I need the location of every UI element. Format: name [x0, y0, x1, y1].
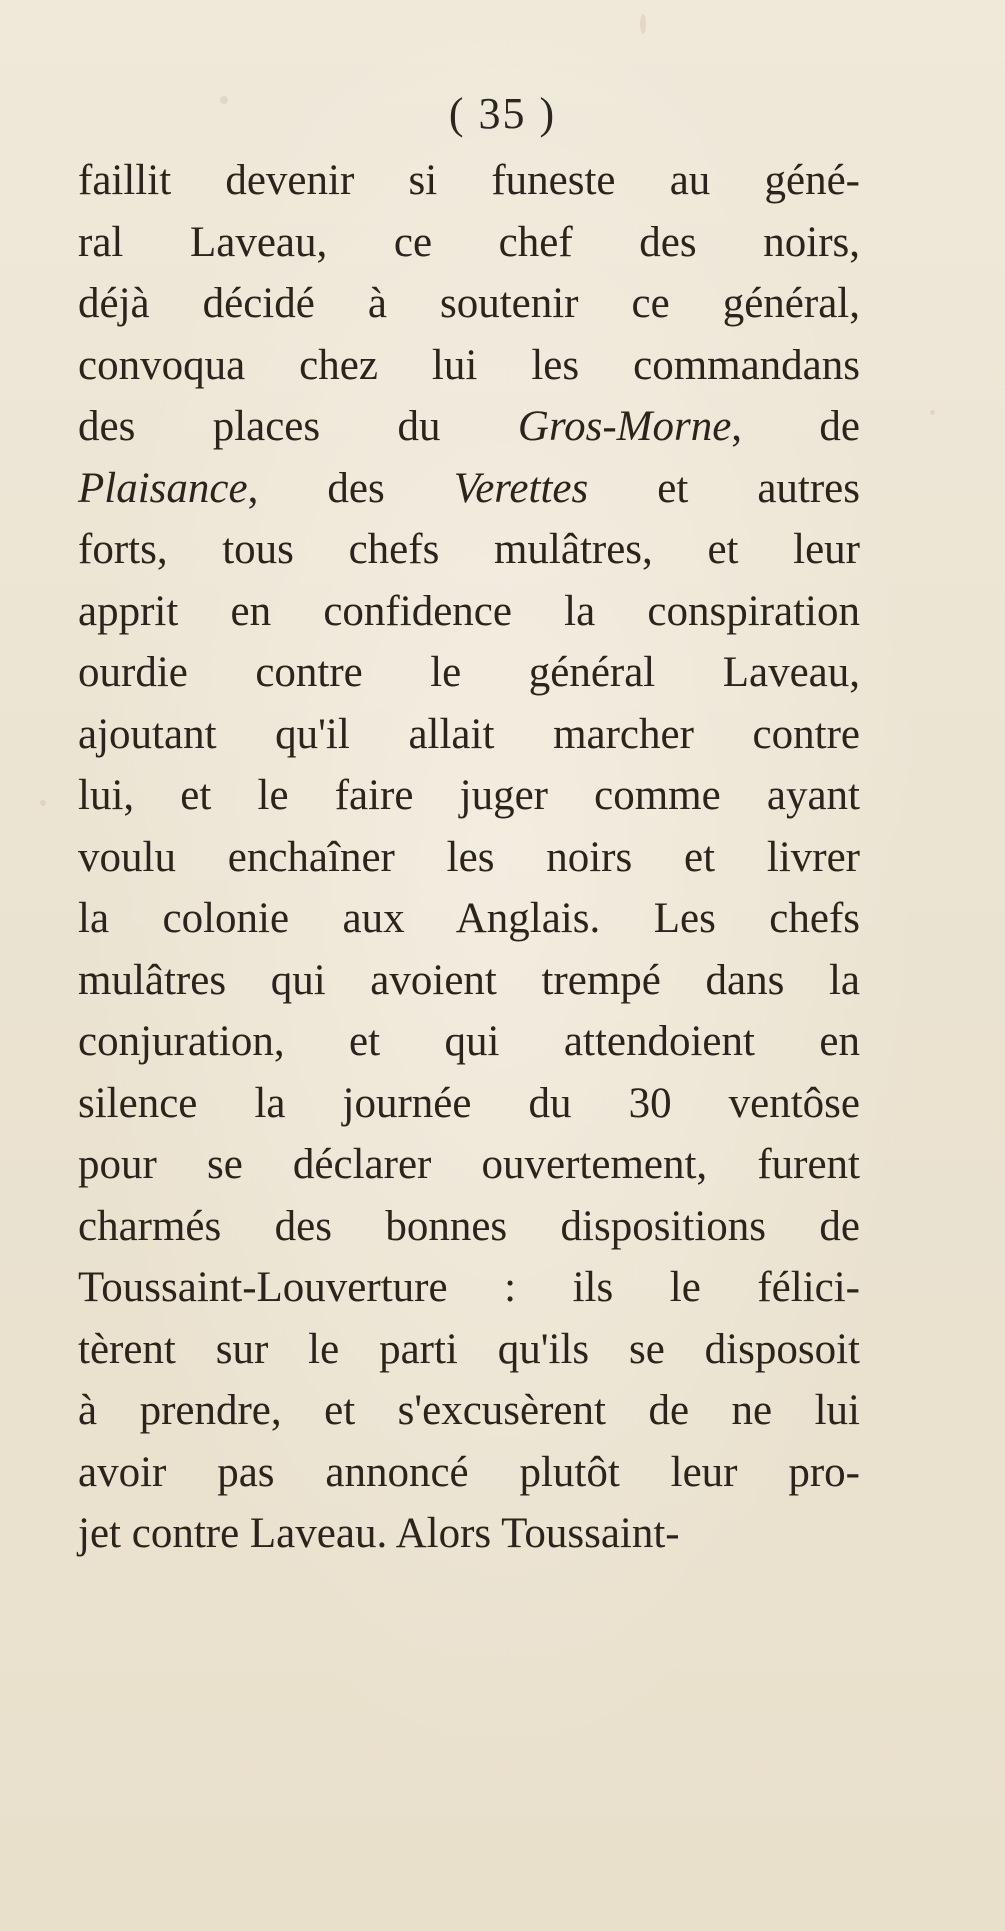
- paper-stain: [40, 800, 46, 806]
- text-segment: silence la journée du 30 ventôse: [78, 1079, 860, 1127]
- body-text: [78, 150, 860, 1565]
- text-segment: lui, et le faire juger comme ayant: [78, 772, 860, 819]
- text-segment: , de: [731, 403, 860, 450]
- text-segment: forts, tous chefs mulâtres, et leur: [78, 526, 860, 573]
- text-line: [78, 950, 860, 1012]
- text-line: [78, 704, 860, 766]
- text-line: [78, 1319, 860, 1381]
- text-line: [78, 888, 860, 950]
- italic-place-name: Gros-Morne: [517, 403, 732, 450]
- text-line: [78, 458, 860, 520]
- text-line: [78, 581, 860, 643]
- page-number: ( 35 ): [448, 89, 557, 138]
- text-segment: ajoutant qu'il allait marcher contre: [78, 710, 860, 758]
- text-segment: conjuration, et qui attendoient en: [78, 1018, 860, 1065]
- italic-place-name: Verettes: [453, 464, 589, 512]
- text-line: [78, 1257, 860, 1319]
- text-segment: ral Laveau, ce chef des noirs,: [78, 218, 860, 266]
- text-line: [78, 1380, 860, 1442]
- text-line: [78, 642, 860, 704]
- text-segment: des places du: [78, 403, 518, 450]
- paper-stain: [640, 14, 646, 34]
- text-segment: la colonie aux Anglais. Les chefs: [78, 895, 860, 942]
- text-segment: mulâtres qui avoient trempé dans la: [78, 956, 860, 1004]
- text-line: [78, 150, 860, 212]
- text-line: [78, 1011, 860, 1073]
- text-line: [78, 765, 860, 827]
- text-line: [78, 273, 860, 335]
- text-line: [78, 827, 860, 889]
- text-segment: apprit en confidence la conspiration: [78, 587, 860, 635]
- text-segment: faillit devenir si funeste au géné-: [78, 157, 860, 204]
- text-segment: convoqua chez lui les commandans: [78, 341, 860, 389]
- text-line: [78, 212, 860, 274]
- text-line: [78, 396, 860, 458]
- text-segment: voulu enchaîner les noirs et livrer: [78, 833, 860, 881]
- text-segment: pour se déclarer ouvertement, furent: [78, 1141, 860, 1188]
- text-line: [78, 1073, 860, 1135]
- text-line: [78, 1503, 860, 1565]
- paper-stain: [930, 410, 935, 415]
- text-segment: à prendre, et s'excusèrent de ne lui: [78, 1387, 860, 1434]
- text-segment: ourdie contre le général Laveau,: [78, 649, 860, 696]
- text-segment: , des: [247, 464, 454, 512]
- text-line: [78, 519, 860, 581]
- text-segment: jet contre Laveau. Alors Toussaint-: [78, 1510, 680, 1557]
- text-line: [78, 1196, 860, 1258]
- text-segment: tèrent sur le parti qu'ils se disposoit: [78, 1325, 860, 1373]
- text-line: [78, 1442, 860, 1504]
- text-segment: charmés des bonnes dispositions de: [78, 1202, 860, 1250]
- text-segment: Toussaint-Louverture : ils le félici-: [78, 1264, 860, 1311]
- text-segment: avoir pas annoncé plutôt leur pro-: [78, 1448, 860, 1496]
- text-line: [78, 1134, 860, 1196]
- italic-place-name: Plaisance: [78, 464, 248, 512]
- text-segment: déjà décidé à soutenir ce général,: [78, 280, 860, 327]
- text-segment: et autres: [588, 464, 860, 512]
- text-line: [78, 335, 860, 397]
